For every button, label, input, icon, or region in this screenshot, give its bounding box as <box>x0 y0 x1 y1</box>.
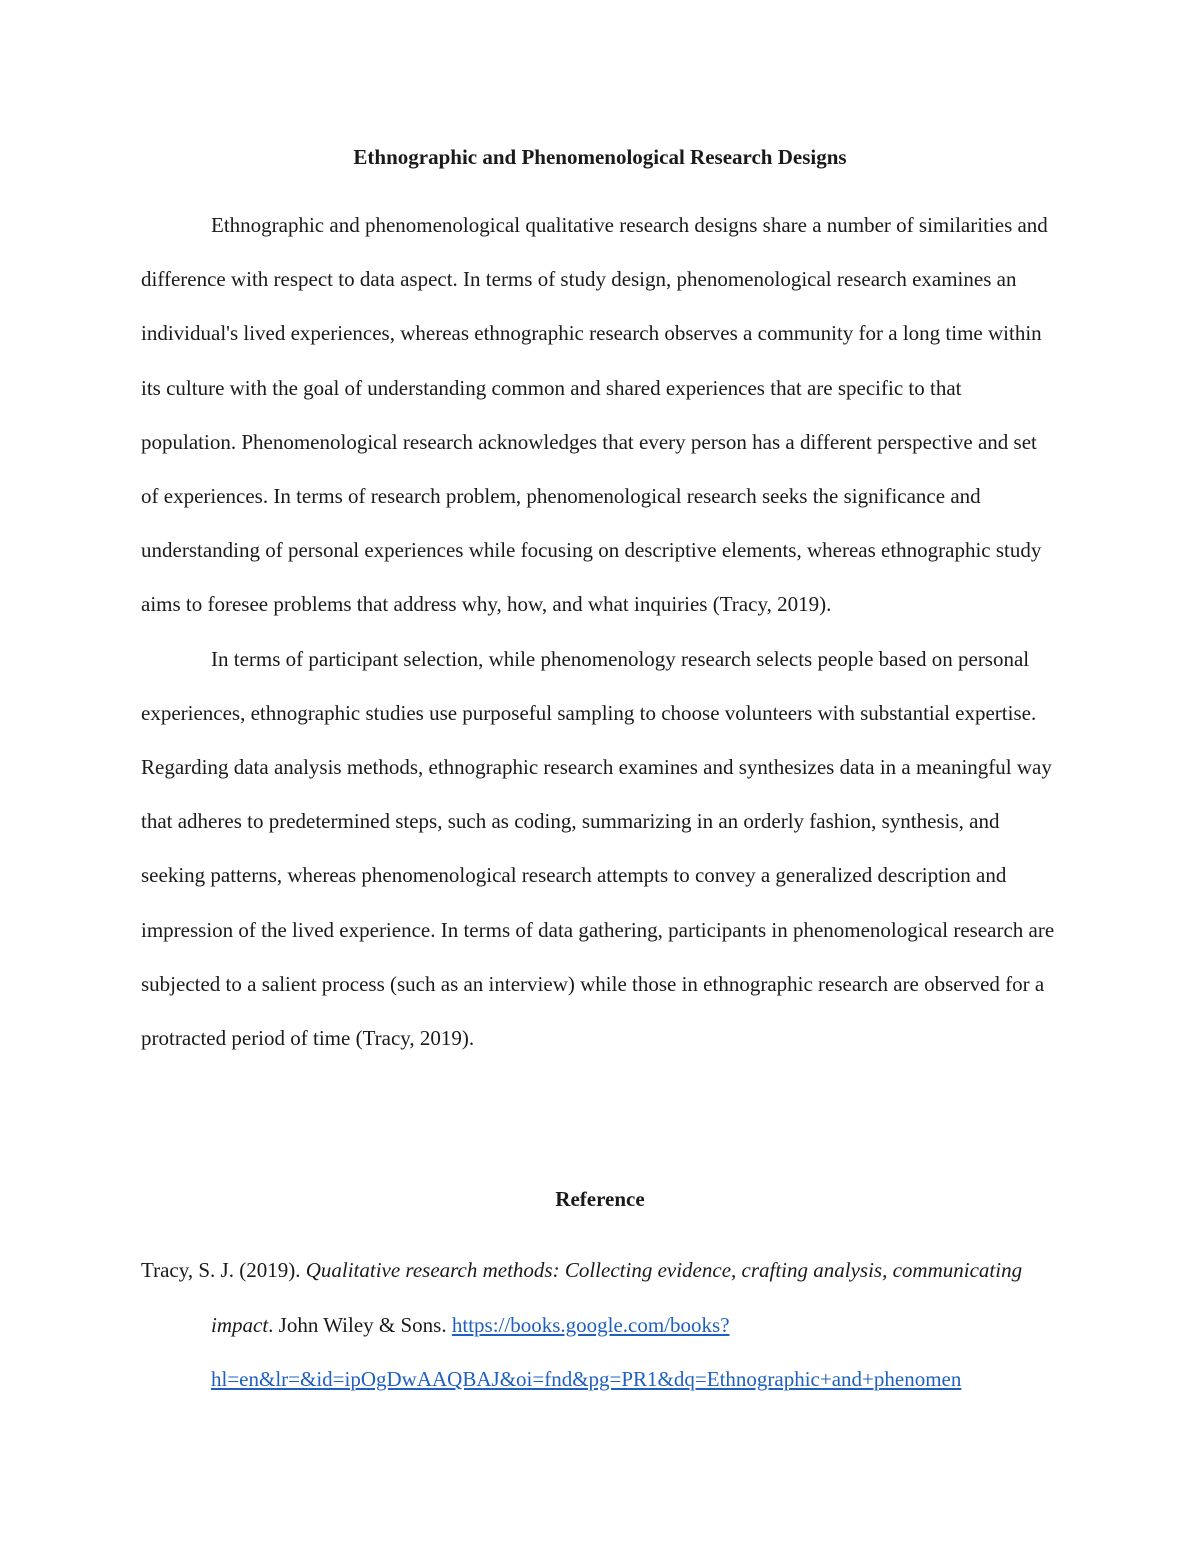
document-body <box>141 198 1059 1065</box>
reference-link-line-1[interactable]: https://books.google.com/books? <box>451 1312 730 1337</box>
reference-authors-year: Tracy, S. J. (2019). <box>141 1258 306 1282</box>
reference-publisher: . John Wiley & Sons. <box>268 1312 452 1337</box>
reference-book-title: Qualitative research methods: Collecting evidence, crafting analysis, communicating impact <box>211 1258 1023 1337</box>
reference-entry <box>141 1243 1059 1407</box>
reference-heading: Reference <box>555 1187 645 1211</box>
paragraph-1: Ethnographic and phenomenological qualitative research designs share a number of similarities and difference with respect to data aspect. In terms of study design, phenomenological research examines an individual's lived experiences, whereas ethnographic research observes a community for a long time within its culture with the goal of understanding common and shared experiences that are specific to that population. Phenomenological research acknowledges that every person has a different perspective and set of experiences. In terms of research problem, phenomenological research seeks the significance and understanding of personal experiences while focusing on descriptive elements, whereas ethnographic study aims to foresee problems that address why, how, and what inquiries (Tracy, 2019). <box>141 213 1048 617</box>
reference-link-line-2[interactable]: hl=en&lr=&id=ipOgDwAAQBAJ&oi=fnd&pg=PR1&dq=Ethnographic+and+phenomen <box>211 1367 962 1391</box>
document-title: Ethnographic and Phenomenological Research Designs <box>353 145 847 169</box>
paragraph-2: In terms of participant selection, while phenomenology research selects people based on personal experiences, ethnographic studies use purposeful sampling to choose volunteers with substantial expertise. Regarding data analysis methods, ethnographic research examines and synthesizes data in a meaningful way that adheres to predetermined steps, such as coding, summarizing in an orderly fashion, synthesis, and seeking patterns, whereas phenomenological research attempts to convey a generalized description and impression of the lived experience. In terms of data gathering, participants in phenomenological research are subjected to a salient process (such as an interview) while those in ethnographic research are observed for a protracted period of time (Tracy, 2019). <box>141 646 1055 1051</box>
